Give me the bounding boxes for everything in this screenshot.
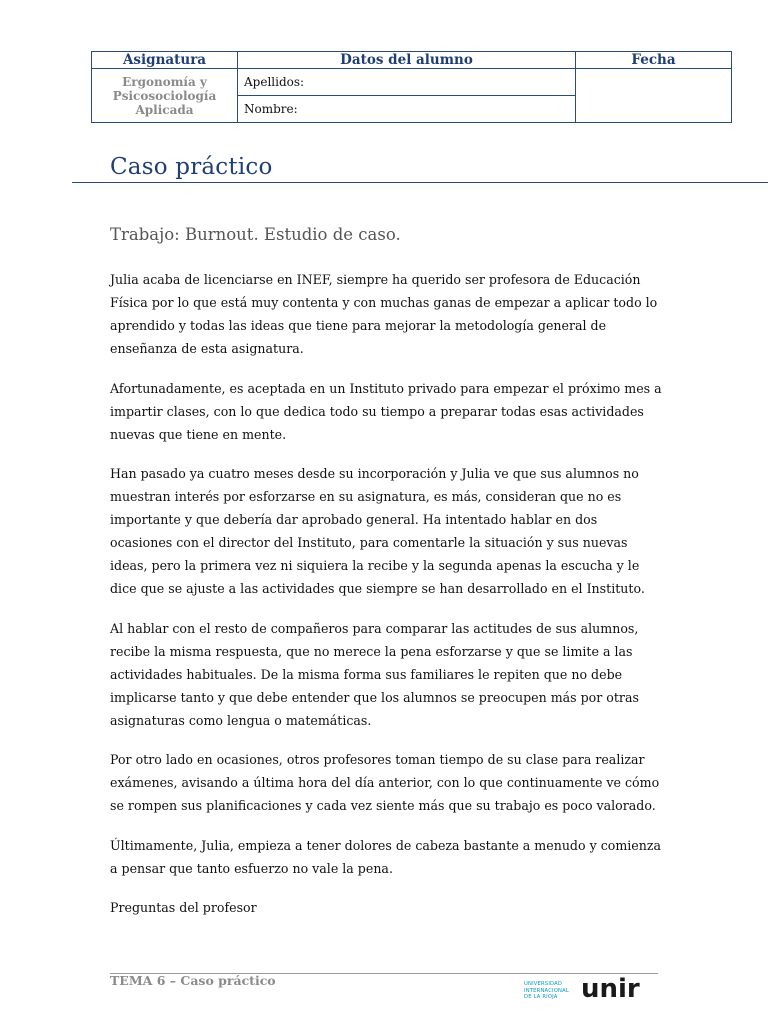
header-subject-label: Asignatura — [92, 52, 238, 69]
header-student-label: Datos del alumno — [238, 52, 576, 69]
subject-line: Psicosociología — [112, 88, 217, 103]
name-label: Nombre: — [244, 102, 298, 116]
logo-line: UNIVERSIDAD — [524, 981, 563, 987]
subject-line: Aplicada — [135, 102, 194, 117]
paragraph: Últimamente, Julia, empieza a tener dolores de cabeza bastante a menudo y comienza a pensar que tanto esfuerzo no vale la pena. — [110, 837, 662, 876]
footer-text: TEMA 6 – Caso práctico — [110, 973, 276, 988]
header-table — [91, 51, 732, 123]
subject-line: Ergonomía y — [122, 74, 207, 89]
subject-name — [92, 69, 238, 123]
title-divider — [72, 182, 768, 183]
unir-logo — [524, 974, 660, 1006]
paragraph: Al hablar con el resto de compañeros para comparar las actitudes de sus alumnos, recibe la misma respuesta, que no merece la pena esforzarse y que se limite a las actividades habituales. De la misma forma sus familiares le repiten que no debe implicarse tanto y que debe entender que los alumnos se preocupen más por otras asignaturas como lengua o matemáticas. — [110, 620, 639, 728]
logo-line: INTERNACIONAL — [524, 987, 569, 994]
paragraph: Afortunadamente, es aceptada en un Instituto privado para empezar el próximo mes a impartir clases, con lo que dedica todo su tiempo a preparar todas esas actividades nuevas que tiene en mente. — [110, 380, 662, 442]
logo-wordmark: unir — [581, 974, 640, 1004]
logo-university-name — [524, 981, 582, 1001]
page-title: Caso práctico — [110, 154, 273, 180]
paragraph: Julia acaba de licenciarse en INEF, siempre ha querido ser profesora de Educación Física por lo que está muy contenta y con muchas ganas de empezar a aplicar todo lo aprendido y todas las ideas que tiene para mejorar la metodología general de enseñanza de esta asignatura. — [110, 272, 658, 356]
surname-field[interactable] — [238, 69, 576, 96]
page-subtitle: Trabajo: Burnout. Estudio de caso. — [110, 225, 401, 244]
paragraph: Preguntas del profesor — [110, 900, 257, 915]
case-body — [110, 268, 662, 936]
header-date-label: Fecha — [576, 52, 732, 69]
surname-label: Apellidos: — [244, 75, 305, 89]
name-field[interactable] — [238, 96, 576, 123]
paragraph: Por otro lado en ocasiones, otros profesores toman tiempo de su clase para realizar exámenes, avisando a última hora del día anterior, con lo que continuamente ve cómo se rompen sus planificaciones y cada vez siente más que su trabajo es poco valorado. — [110, 752, 660, 813]
date-field[interactable] — [576, 69, 732, 123]
paragraph: Han pasado ya cuatro meses desde su incorporación y Julia ve que sus alumnos no muestran interés por esforzarse en su asignatura, es más, consideran que no es importante y que debería dar aprobado general. Ha intentado hablar en dos ocasiones con el director del Instituto, para comentarle la situación y sus nuevas ideas, pero la primera vez ni siquiera la recibe y la segunda apenas la escucha y le dice que se ajuste a las actividades que siempre se han desarrollado en el Instituto. — [110, 466, 645, 596]
logo-line: DE LA RIOJA — [524, 994, 558, 1001]
